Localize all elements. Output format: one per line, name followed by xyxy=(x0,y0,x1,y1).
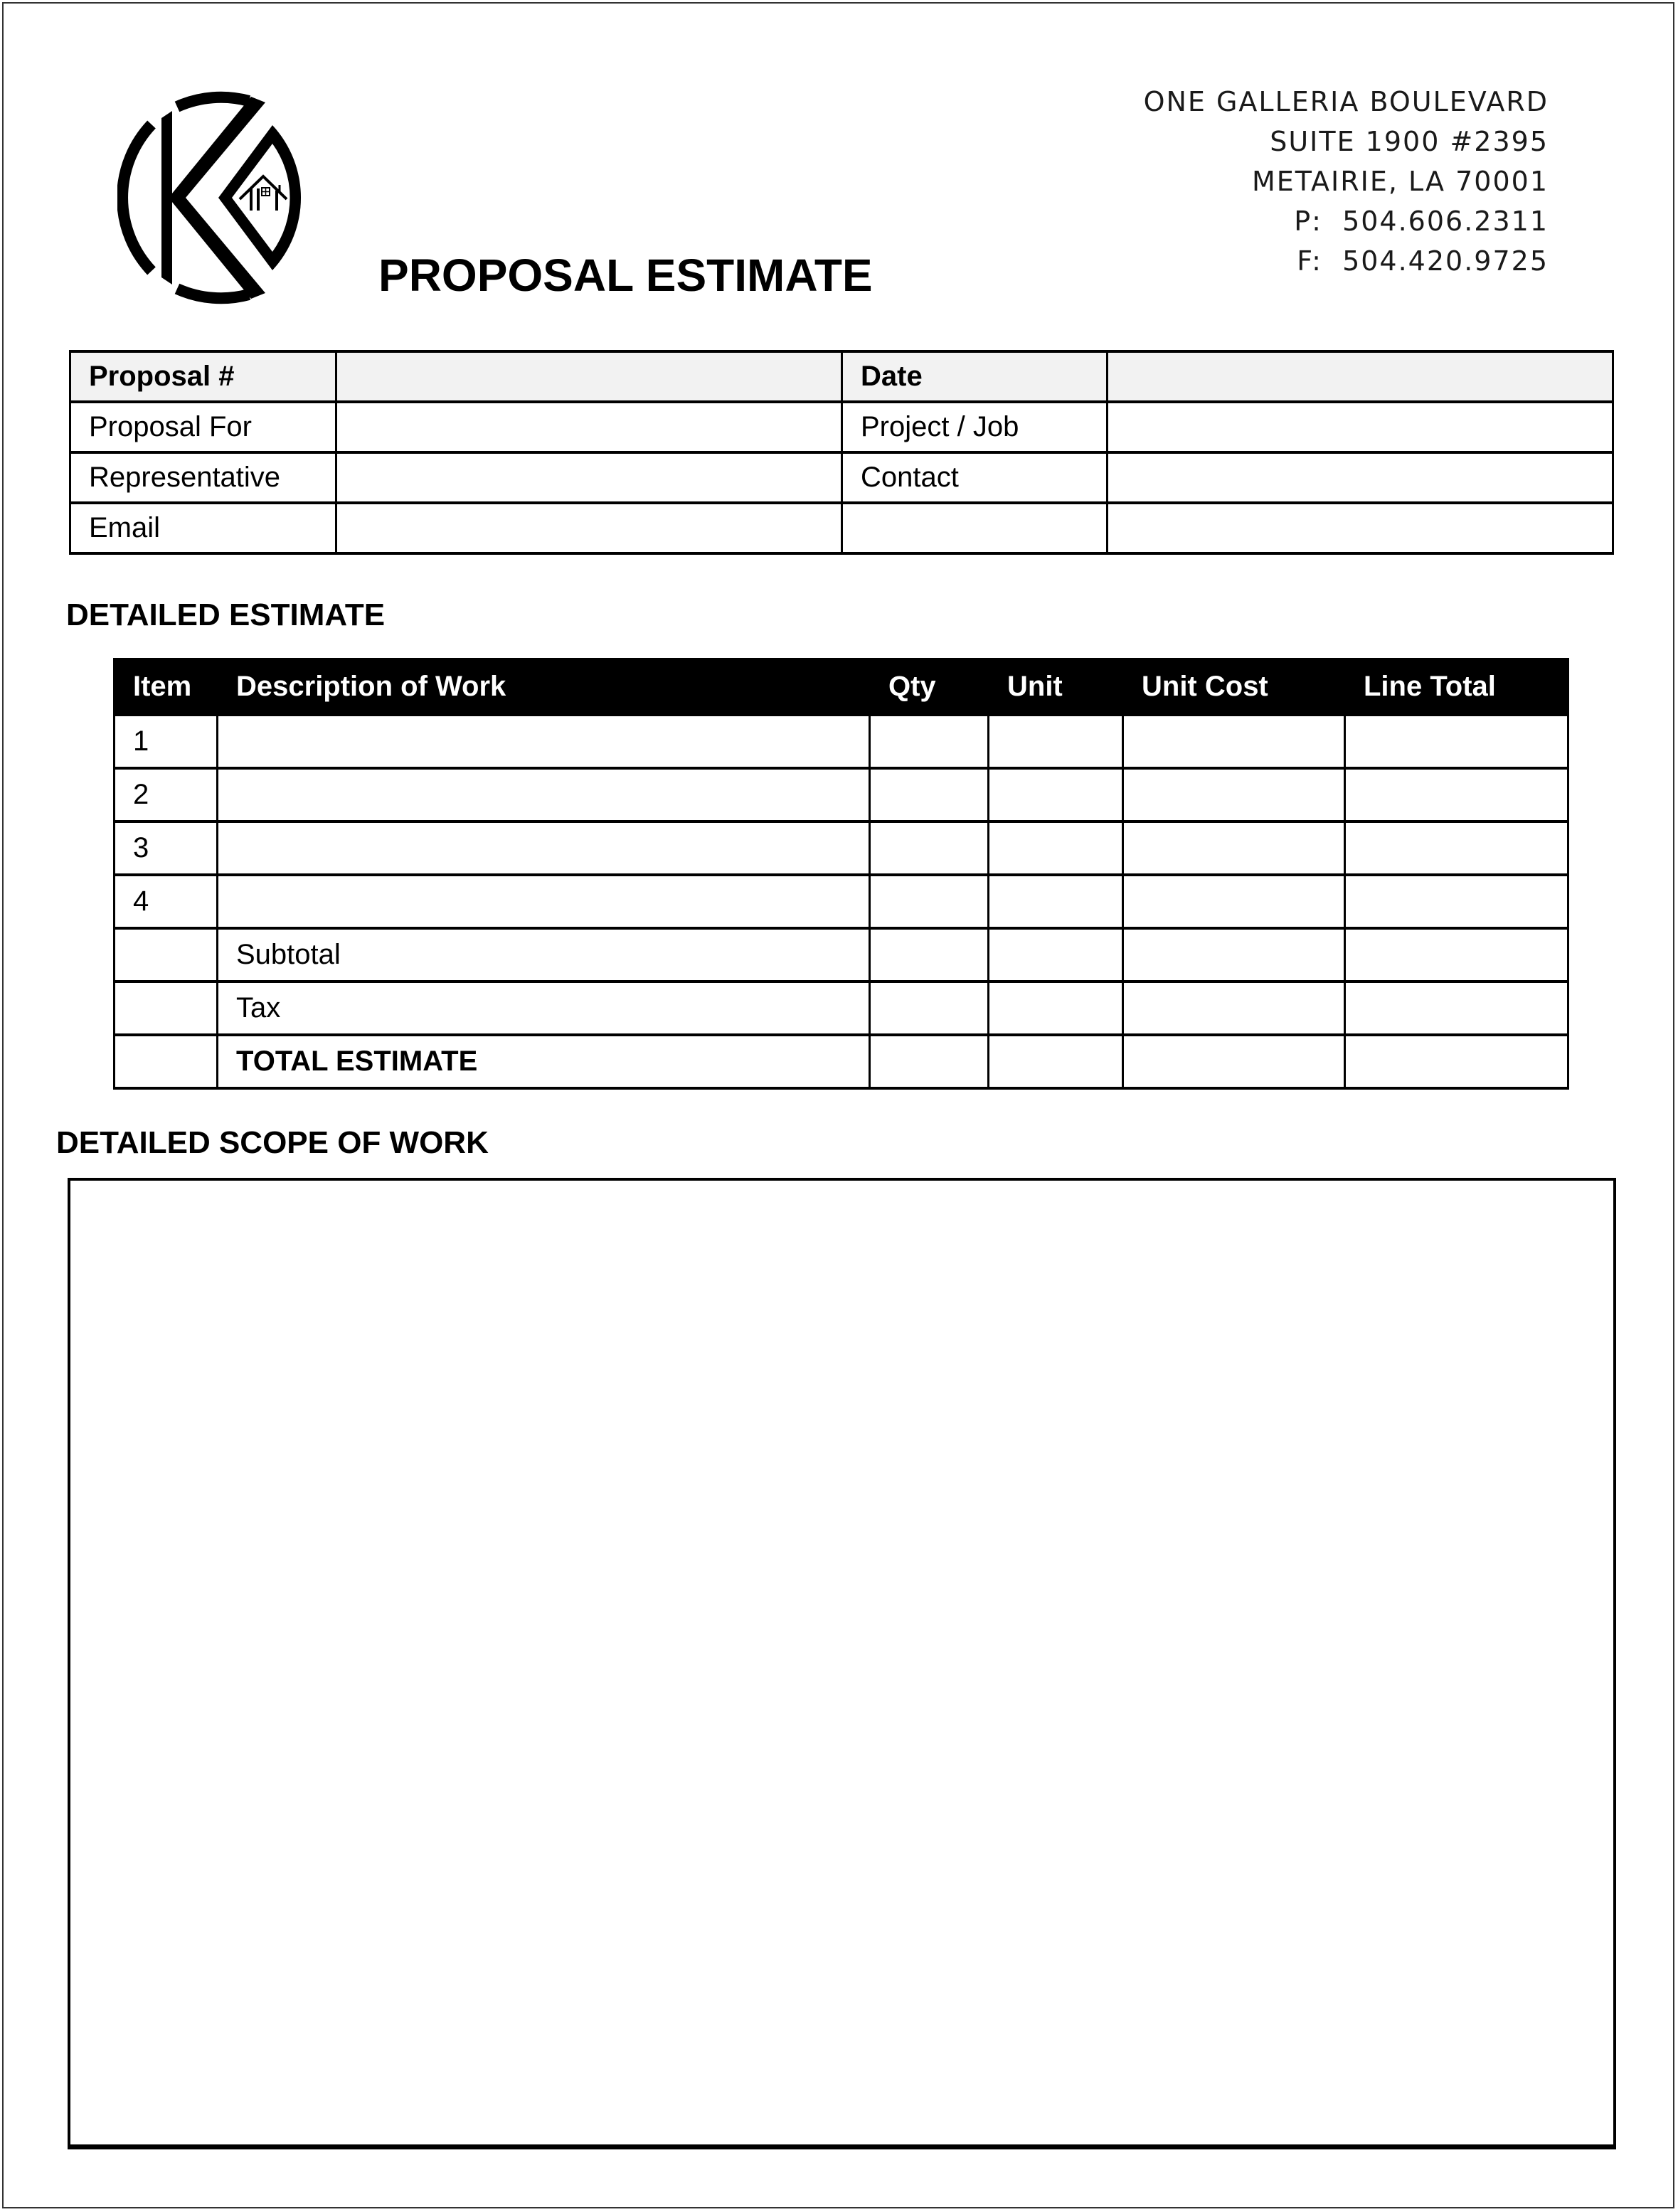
subtotal-value[interactable] xyxy=(1345,928,1568,982)
representative-label: Representative xyxy=(70,452,336,503)
tax-value[interactable] xyxy=(1345,982,1568,1035)
date-field[interactable] xyxy=(1108,351,1613,402)
item-cell: 3 xyxy=(115,821,218,875)
item-cell: 1 xyxy=(115,715,218,768)
address-line: SUITE 1900 #2395 xyxy=(1270,126,1549,157)
proposal-info-table xyxy=(69,350,1614,555)
email-label: Email xyxy=(70,503,336,553)
detailed-estimate-heading: DETAILED ESTIMATE xyxy=(66,597,386,632)
empty-label-cell xyxy=(842,503,1108,553)
col-unit: Unit xyxy=(989,659,1123,715)
unit-cell[interactable] xyxy=(989,982,1123,1035)
project-job-field[interactable] xyxy=(1108,402,1613,452)
table-row xyxy=(115,875,1568,928)
table-row xyxy=(115,821,1568,875)
line-total-cell[interactable] xyxy=(1345,821,1568,875)
col-unit-cost: Unit Cost xyxy=(1123,659,1345,715)
address-line: ONE GALLERIA BOULEVARD xyxy=(1143,86,1549,117)
table-row xyxy=(70,503,1613,553)
col-qty: Qty xyxy=(870,659,989,715)
unit-cost-cell[interactable] xyxy=(1123,768,1345,821)
project-job-label: Project / Job xyxy=(842,402,1108,452)
empty-field-cell[interactable] xyxy=(1108,503,1613,553)
proposal-number-field[interactable] xyxy=(336,351,842,402)
email-field[interactable] xyxy=(336,503,842,553)
subtotal-row xyxy=(115,928,1568,982)
qty-cell[interactable] xyxy=(870,715,989,768)
qty-cell[interactable] xyxy=(870,982,989,1035)
description-cell[interactable] xyxy=(218,875,870,928)
address-line: METAIRIE, LA 70001 xyxy=(1251,166,1549,197)
proposal-for-field[interactable] xyxy=(336,402,842,452)
line-total-cell[interactable] xyxy=(1345,875,1568,928)
estimate-table xyxy=(113,658,1569,1090)
line-total-cell[interactable] xyxy=(1345,715,1568,768)
table-header-row xyxy=(115,659,1568,715)
representative-field[interactable] xyxy=(336,452,842,503)
unit-cost-cell[interactable] xyxy=(1123,875,1345,928)
table-row xyxy=(70,402,1613,452)
unit-cell[interactable] xyxy=(989,821,1123,875)
contact-label: Contact xyxy=(842,452,1108,503)
description-cell[interactable] xyxy=(218,715,870,768)
table-row xyxy=(70,452,1613,503)
tax-label: Tax xyxy=(218,982,870,1035)
total-row xyxy=(115,1035,1568,1088)
description-cell[interactable] xyxy=(218,768,870,821)
item-cell xyxy=(115,928,218,982)
col-item: Item xyxy=(115,659,218,715)
tax-row xyxy=(115,982,1568,1035)
table-row xyxy=(115,768,1568,821)
col-description: Description of Work xyxy=(218,659,870,715)
unit-cell[interactable] xyxy=(989,928,1123,982)
page-title: PROPOSAL ESTIMATE xyxy=(378,250,873,301)
unit-cost-cell[interactable] xyxy=(1123,821,1345,875)
total-estimate-label: TOTAL ESTIMATE xyxy=(218,1035,870,1088)
unit-cost-cell[interactable] xyxy=(1123,982,1345,1035)
qty-cell[interactable] xyxy=(870,875,989,928)
phone-line: P: 504.606.2311 xyxy=(1294,206,1549,237)
col-line-total: Line Total xyxy=(1345,659,1568,715)
qty-cell[interactable] xyxy=(870,821,989,875)
item-cell: 2 xyxy=(115,768,218,821)
unit-cost-cell[interactable] xyxy=(1123,928,1345,982)
k-house-logo-icon xyxy=(117,85,342,310)
total-estimate-value[interactable] xyxy=(1345,1035,1568,1088)
scope-of-work-heading: DETAILED SCOPE OF WORK xyxy=(56,1125,489,1160)
table-row xyxy=(115,715,1568,768)
item-cell: 4 xyxy=(115,875,218,928)
unit-cost-cell[interactable] xyxy=(1123,1035,1345,1088)
date-label: Date xyxy=(842,351,1108,402)
item-cell xyxy=(115,982,218,1035)
company-address xyxy=(1144,82,1549,281)
subtotal-label: Subtotal xyxy=(218,928,870,982)
table-row xyxy=(70,351,1613,402)
description-cell[interactable] xyxy=(218,821,870,875)
unit-cost-cell[interactable] xyxy=(1123,715,1345,768)
item-cell xyxy=(115,1035,218,1088)
qty-cell[interactable] xyxy=(870,768,989,821)
qty-cell[interactable] xyxy=(870,928,989,982)
unit-cell[interactable] xyxy=(989,875,1123,928)
unit-cell[interactable] xyxy=(989,1035,1123,1088)
qty-cell[interactable] xyxy=(870,1035,989,1088)
unit-cell[interactable] xyxy=(989,715,1123,768)
proposal-number-label: Proposal # xyxy=(70,351,336,402)
unit-cell[interactable] xyxy=(989,768,1123,821)
scope-of-work-textarea[interactable] xyxy=(68,1178,1616,2149)
proposal-for-label: Proposal For xyxy=(70,402,336,452)
fax-line: F: 504.420.9725 xyxy=(1297,245,1549,277)
line-total-cell[interactable] xyxy=(1345,768,1568,821)
contact-field[interactable] xyxy=(1108,452,1613,503)
